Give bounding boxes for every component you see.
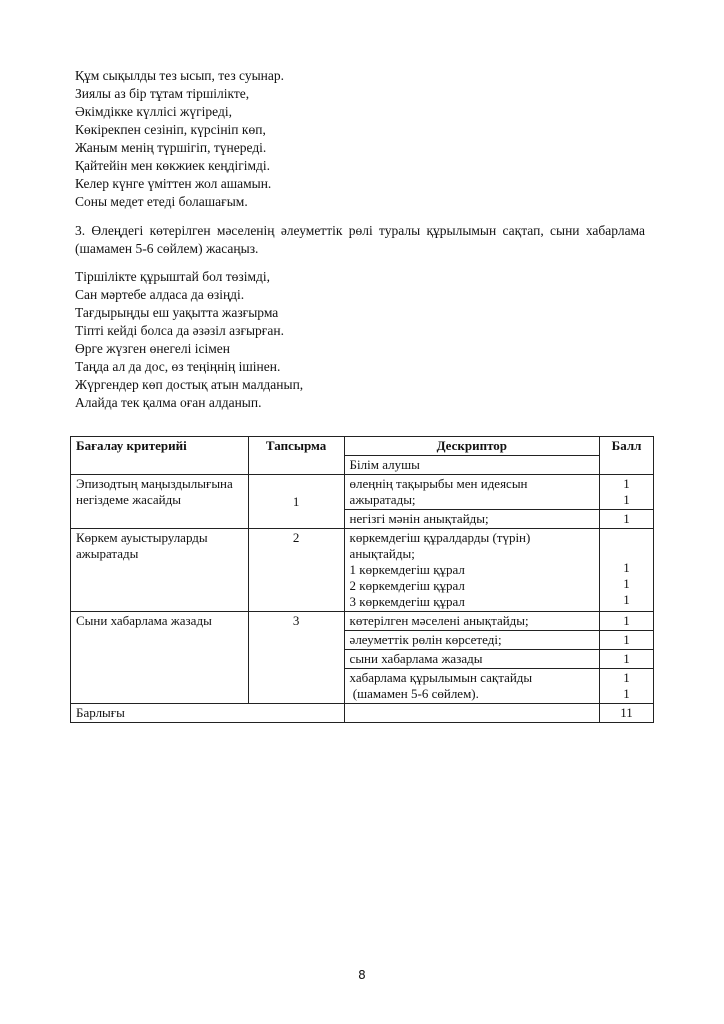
- header-score: Балл: [600, 437, 654, 475]
- score-value: 1: [623, 592, 630, 607]
- total-row: [71, 704, 654, 723]
- descriptor-item: 3 көркемдегіш құрал: [349, 594, 465, 609]
- poem-line: Көкірекпен сезініп, күрсініп көп,: [75, 122, 266, 137]
- descriptor-intro: көркемдегіш құралдарды (түрін) анықтайды;: [349, 530, 531, 561]
- score-value: 1: [623, 686, 630, 701]
- poem-line: Зиялы аз бір тұтам тіршілікте,: [75, 86, 250, 101]
- descriptor-cell: көтерілген мәселені анықтайды;: [344, 612, 599, 631]
- header-criterion: Бағалау критерийі: [71, 437, 249, 475]
- table-header-row: [71, 437, 654, 456]
- descriptor-cell: [344, 669, 599, 704]
- poem-line: Өрге жүзген өнегелі ісімен: [75, 341, 231, 356]
- score-value: 1: [623, 576, 630, 591]
- descriptor-cell: өлеңнің тақырыбы мен идеясын ажыратады;: [344, 475, 599, 510]
- descriptor-cell: негізгі мәнін анықтайды;: [344, 510, 599, 529]
- score-cell: 1: [600, 612, 654, 631]
- table-row: [71, 475, 654, 510]
- descriptor-line: (шамамен 5-6 сөйлем).: [349, 686, 479, 701]
- score-value: 1: [623, 492, 630, 507]
- score-value: 1: [623, 476, 630, 491]
- criterion-cell: Эпизодтың маңыздылығына негіздеме жасайды: [71, 475, 249, 529]
- poem-line: Тағдырыңды еш уақытта жазғырма: [75, 305, 279, 320]
- score-cell: 1: [600, 650, 654, 669]
- total-label: Барлығы: [71, 704, 345, 723]
- poem-line: Құм сықылды тез ысып, тез суынар.: [75, 68, 285, 83]
- page-number: 8: [358, 968, 366, 982]
- poem-line: Жүргендер көп достық атын малданып,: [75, 377, 304, 392]
- score-cell: 1: [600, 510, 654, 529]
- poem-line: Соны медет етеді болашағым.: [75, 194, 248, 209]
- descriptor-cell: [344, 529, 599, 612]
- descriptor-cell: сыни хабарлама жазады: [344, 650, 599, 669]
- poem-line: Таңда ал да дос, өз теңіңнің ішінен.: [75, 359, 281, 374]
- poem-line: Жаным менің түршігіп, түнереді.: [75, 140, 267, 155]
- table-row: [71, 612, 654, 631]
- criterion-cell: Көркем ауыстыруларды ажыратады: [71, 529, 249, 612]
- total-empty-cell: [344, 704, 599, 723]
- score-cell: [600, 529, 654, 612]
- descriptor-item: 2 көркемдегіш құрал: [349, 578, 465, 593]
- task-cell: 2: [248, 529, 344, 612]
- assessment-table: [70, 436, 654, 723]
- poem-line: Сан мәртебе алдаса да өзіңді.: [75, 287, 245, 302]
- poem-line: Әкімдікке күллісі жүгіреді,: [75, 104, 232, 119]
- score-value: 1: [623, 670, 630, 685]
- table-row: [71, 529, 654, 612]
- learner-label: Білім алушы: [344, 456, 599, 475]
- criterion-cell: Сыни хабарлама жазады: [71, 612, 249, 704]
- descriptor-line: хабарлама құрылымын сақтайды: [349, 670, 533, 685]
- poem-line: Алайда тек қалма оған алданып.: [75, 395, 262, 410]
- poem-line: Тіршілікте құрыштай бол төзімді,: [75, 269, 271, 284]
- header-task: Тапсырма: [248, 437, 344, 475]
- descriptor-cell: әлеуметтік рөлін көрсетеді;: [344, 631, 599, 650]
- task-cell: 1: [248, 475, 344, 529]
- header-descriptor: Дескриптор: [344, 437, 599, 456]
- score-value: 1: [623, 560, 630, 575]
- poem-line: Келер күнге үміттен жол ашамын.: [75, 176, 272, 191]
- task-cell: 3: [248, 612, 344, 704]
- score-cell: [600, 669, 654, 704]
- poem-line: Тіпті кейді болса да әзәзіл азғырған.: [75, 323, 284, 338]
- poem-line: Қайтейін мен көкжиек кеңдігімді.: [75, 158, 271, 173]
- score-cell: [600, 475, 654, 510]
- total-value: 11: [600, 704, 654, 723]
- descriptor-item: 1 көркемдегіш құрал: [349, 562, 465, 577]
- task-3-instruction: 3. Өлеңдегі көтерілген мәселенің әлеуметтік рөлі туралы құрылымын сақтап, сыни хабарлама (шамамен 5-6 сөйлем) жасаңыз.: [75, 223, 645, 256]
- score-cell: 1: [600, 631, 654, 650]
